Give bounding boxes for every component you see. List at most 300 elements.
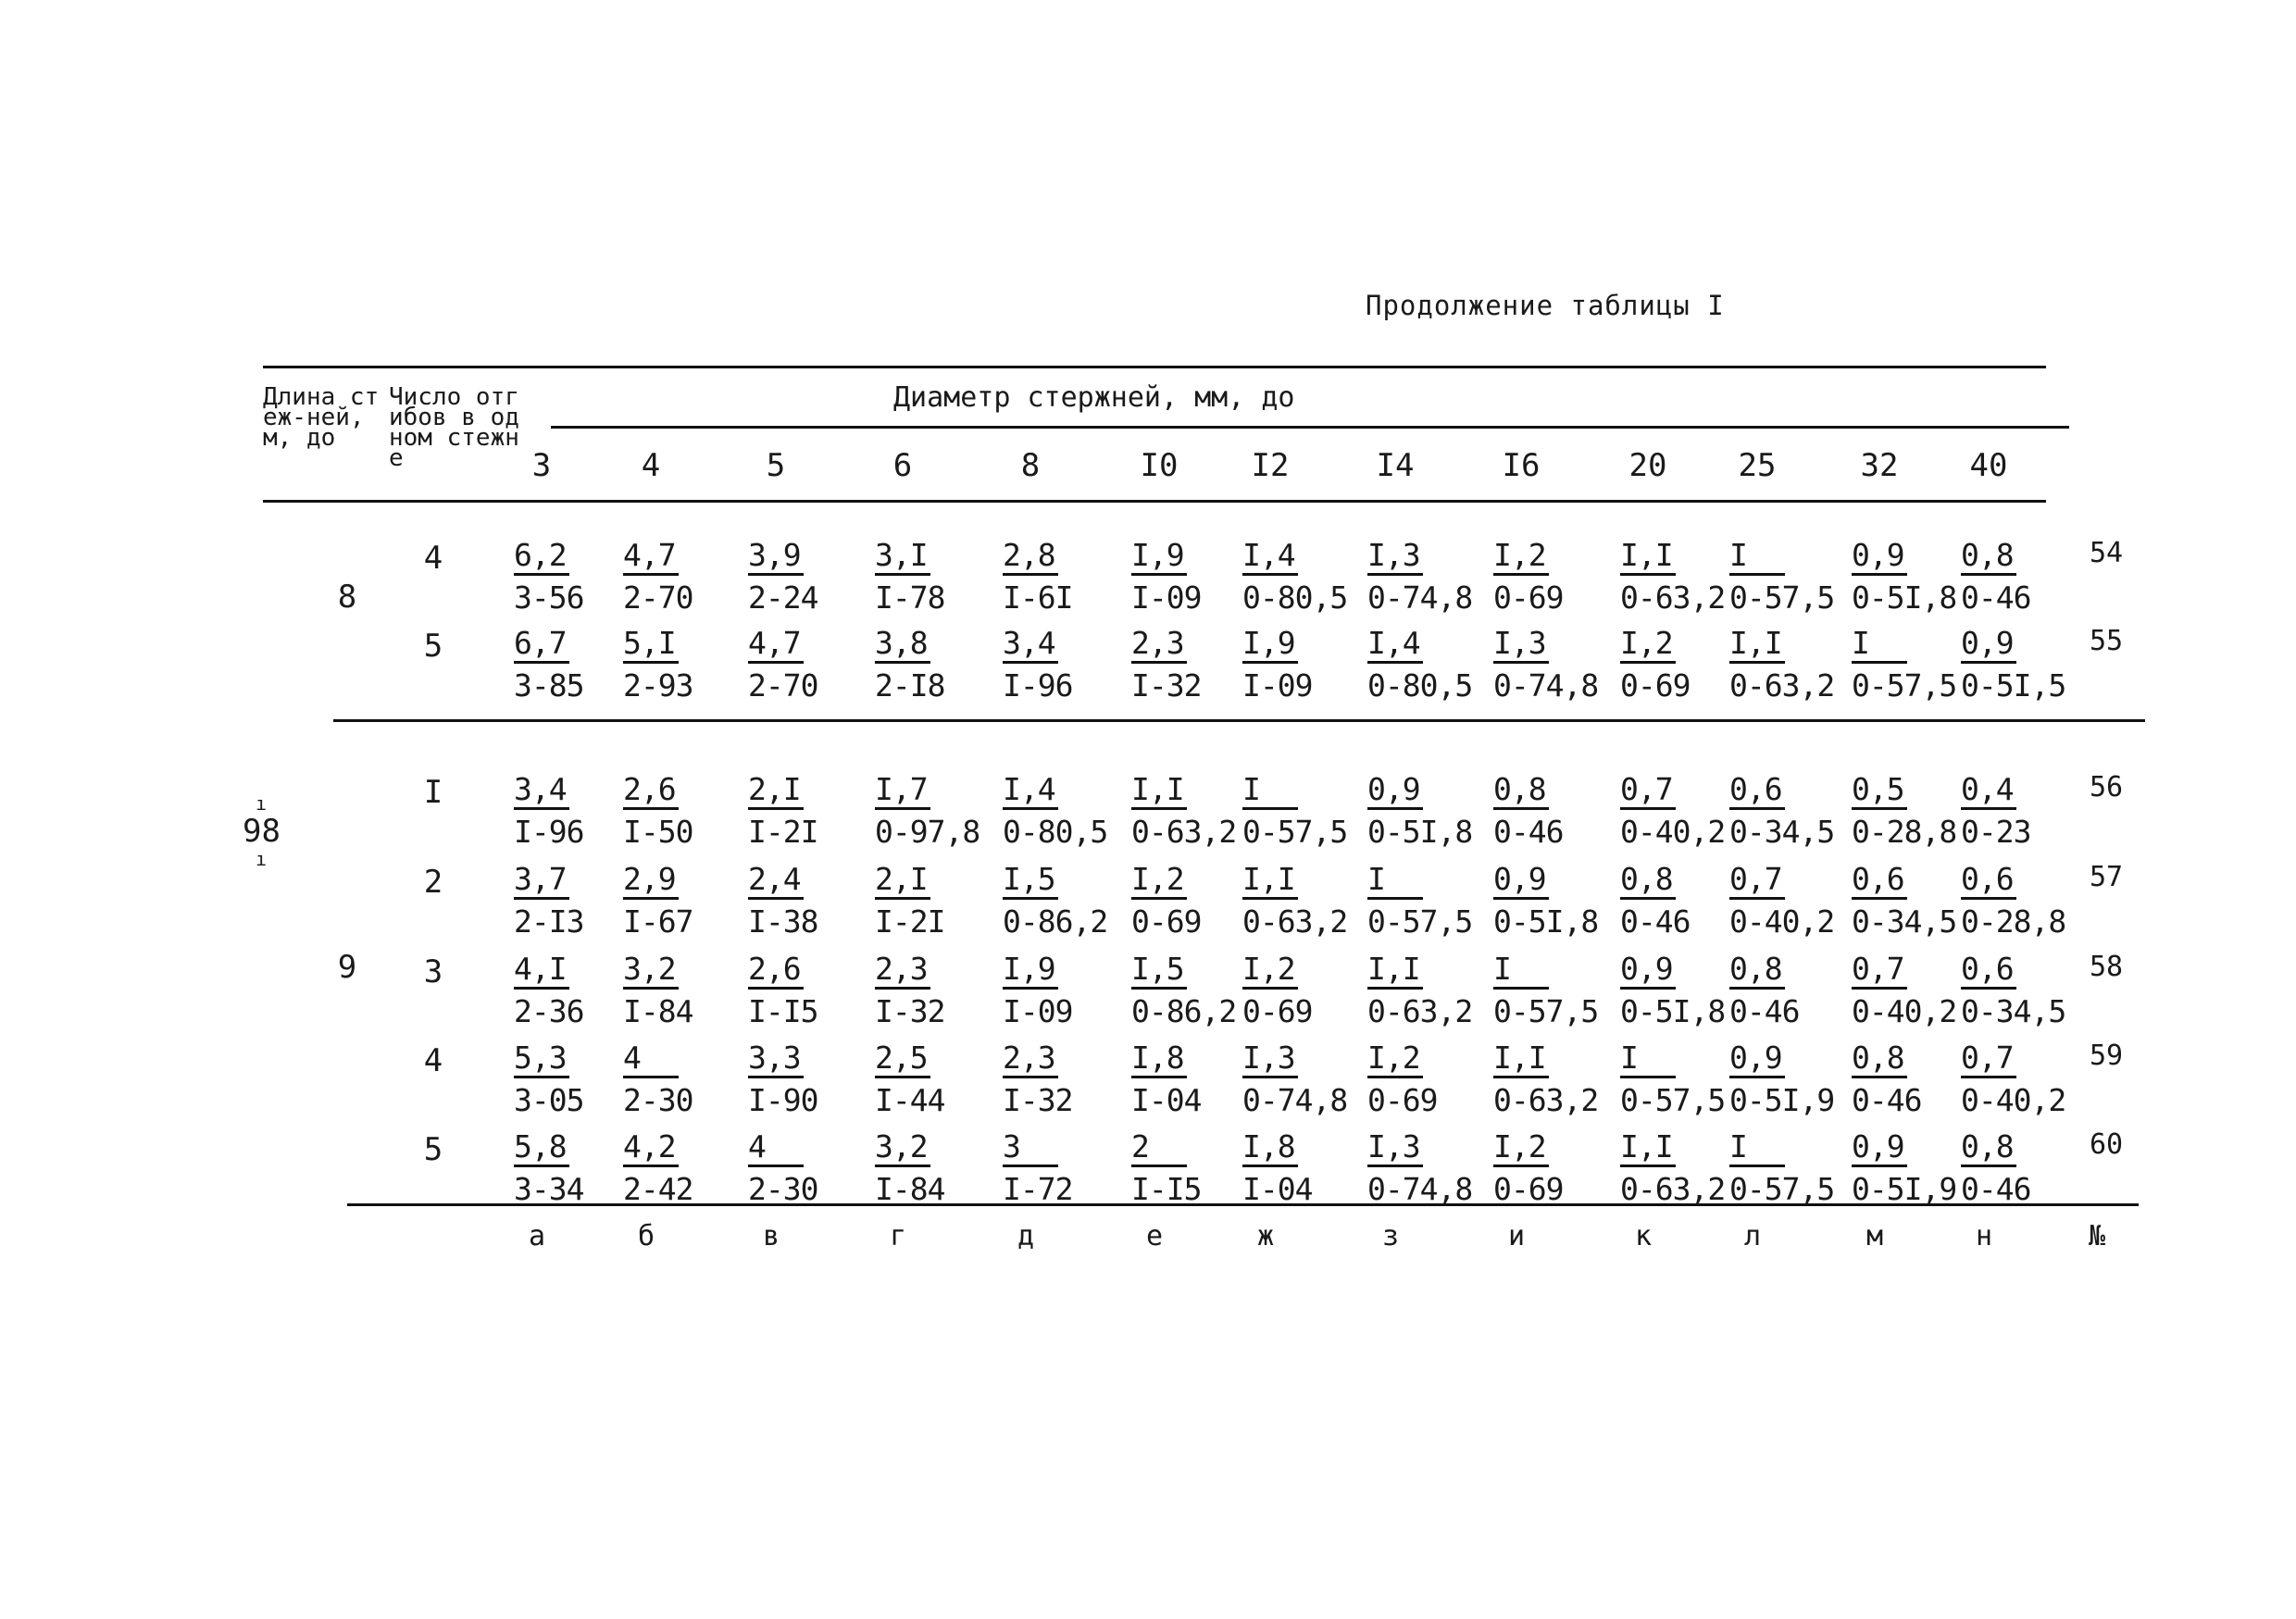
table-cell [1242,1037,1367,1122]
bends-value: 2 [423,864,443,901]
table-cell [1367,534,1492,619]
diameter-col-4: 8 [1020,447,1041,484]
table-cell [623,1126,748,1211]
cell-value-top: 0,5 [1852,772,1907,810]
cell-value-bottom: I-09 [1131,579,1202,616]
table-cell [623,534,748,619]
cell-value-top: 4,2 [623,1129,679,1167]
cell-value-top: I,4 [1242,538,1298,576]
cell-value-bottom: I-04 [1131,1082,1202,1118]
footer-number-symbol: № [2088,1220,2106,1252]
cell-value-top: 0,7 [1620,772,1676,810]
cell-value-top: I,2 [1493,538,1549,576]
cell-value-bottom: 2-42 [623,1171,693,1207]
table-cell [1852,948,1977,1033]
cell-value-top: 0,4 [1961,772,2016,810]
cell-value-top: 2,I [875,862,930,900]
cell-value-top: I,5 [1131,952,1187,990]
table-cell [1131,768,1256,853]
table-cell [748,622,873,707]
cell-value-top: 3,2 [623,952,679,990]
column-letter: н [1975,1220,1993,1252]
cell-value-top: I [1493,952,1549,990]
table-cell [1242,768,1367,853]
cell-value-top: I [1729,538,1785,576]
cell-value-bottom: 3-34 [514,1171,584,1207]
table-cell [748,1037,873,1122]
cell-value-top: 3,2 [875,1129,930,1167]
cell-value-bottom: I-38 [748,903,818,940]
cell-value-bottom: I-84 [875,1171,945,1207]
column-letter: и [1507,1220,1526,1252]
table-cell [1852,768,1977,853]
cell-value-top: I,I [1620,538,1676,576]
row-number: 57 [2089,861,2124,893]
cell-value-bottom: 0-5I,9 [1852,1171,1957,1207]
cell-value-top: 3,I [875,538,930,576]
cell-value-bottom: 0-74,8 [1242,1082,1348,1118]
cell-value-top: I,4 [1003,772,1058,810]
table-cell [1493,534,1618,619]
cell-value-top: 6,2 [514,538,569,576]
cell-value-bottom: I-32 [1131,667,1202,704]
cell-value-top: I,9 [1003,952,1058,990]
cell-value-bottom: 3-56 [514,579,584,616]
cell-value-bottom: 0-86,2 [1003,903,1108,940]
table-cell [1620,858,1745,943]
cell-value-bottom: I-I5 [748,993,818,1029]
table-cell [875,948,1000,1033]
table-cell [1493,858,1618,943]
page-number: ı 98 ı [243,792,281,870]
table-cell [1003,534,1128,619]
cell-value-top: 2,6 [748,952,804,990]
cell-value-top: I,I [1729,626,1785,664]
cell-value-top: 3,7 [514,862,569,900]
cell-value-top: 2,3 [875,952,930,990]
cell-value-top: 2 [1131,1129,1187,1167]
header-diameter-label: Диаметр стержней, мм, до [893,381,1295,414]
table-cell [1729,948,1854,1033]
table-cell [1620,948,1745,1033]
table-cell [1242,948,1367,1033]
column-letter: д [1017,1220,1035,1252]
cell-value-bottom: 0-69 [1367,1082,1438,1118]
cell-value-bottom: 0-5I,8 [1367,814,1473,850]
header-group-rule [551,426,2069,429]
table-cell [1961,768,2086,853]
table-cell [1131,1126,1256,1211]
table-cell [514,622,639,707]
table-cell [1961,1037,2086,1122]
table-cell [514,534,639,619]
row-number: 58 [2089,951,2124,983]
bends-value: 4 [423,540,443,577]
table-cell [1367,768,1492,853]
cell-value-bottom: I-I5 [1131,1171,1202,1207]
cell-value-top: 4 [623,1040,679,1078]
cell-value-bottom: 0-69 [1242,993,1313,1029]
cell-value-bottom: 0-80,5 [1003,814,1108,850]
cell-value-bottom: I-78 [875,579,945,616]
diameter-col-12: 40 [1969,447,2008,484]
table-cell [1620,534,1745,619]
cell-value-top: I,I [1242,862,1298,900]
table-cell [1131,622,1256,707]
cell-value-top: 5,3 [514,1040,569,1078]
cell-value-top: 0,8 [1961,1129,2016,1167]
column-letter: л [1743,1220,1762,1252]
table-cell [875,534,1000,619]
cell-value-bottom: 2-30 [748,1171,818,1207]
cell-value-top: I,I [1620,1129,1676,1167]
cell-value-top: I,I [1131,772,1187,810]
cell-value-bottom: I-67 [623,903,693,940]
cell-value-bottom: 2-24 [748,579,818,616]
table-cell [1729,768,1854,853]
table-cell [1367,948,1492,1033]
table-cell [1620,1126,1745,1211]
table-cell [1729,534,1854,619]
cell-value-bottom: I-96 [1003,667,1073,704]
cell-value-top: 0,7 [1852,952,1907,990]
cell-value-bottom: 0-5I,8 [1852,579,1957,616]
page-number-value: 98 [243,813,281,850]
cell-value-bottom: 3-05 [514,1082,584,1118]
cell-value-bottom: I-96 [514,814,584,850]
diameter-col-9: 20 [1628,447,1667,484]
cell-value-bottom: I-72 [1003,1171,1073,1207]
cell-value-top: 0,9 [1852,538,1907,576]
table-cell [1493,948,1618,1033]
row-number: 54 [2089,537,2124,569]
table-cell [1961,622,2086,707]
cell-value-top: I,2 [1620,626,1676,664]
row-number: 60 [2089,1128,2124,1161]
table-top-rule [263,366,2046,368]
cell-value-bottom: 0-69 [1131,903,1202,940]
length-value: 9 [337,949,357,986]
diameter-col-2: 5 [766,447,786,484]
table-cell [1493,768,1618,853]
cell-value-top: I,8 [1242,1129,1298,1167]
length-value: 8 [337,579,357,616]
cell-value-bottom: 0-63,2 [1620,1171,1726,1207]
table-cell [1003,858,1128,943]
cell-value-bottom: 0-46 [1620,903,1691,940]
cell-value-top: I [1729,1129,1785,1167]
cell-value-bottom: I-09 [1003,993,1073,1029]
cell-value-top: 0,9 [1620,952,1676,990]
diameter-col-3: 6 [892,447,913,484]
column-letter: в [762,1220,780,1252]
cell-value-top: 0,8 [1961,538,2016,576]
table-cell [623,622,748,707]
table-cell [875,622,1000,707]
diameter-col-7: I4 [1376,447,1415,484]
cell-value-bottom: I-44 [875,1082,945,1118]
cell-value-bottom: 0-5I,8 [1493,903,1599,940]
diameter-col-10: 25 [1738,447,1777,484]
cell-value-bottom: 0-40,2 [1620,814,1726,850]
cell-value-bottom: 0-63,2 [1493,1082,1599,1118]
row-number: 59 [2089,1040,2124,1072]
table-cell [1852,622,1977,707]
diameter-col-11: 32 [1860,447,1899,484]
table-cell [1131,948,1256,1033]
cell-value-bottom: I-32 [1003,1082,1073,1118]
cell-value-top: I,I [1493,1040,1549,1078]
cell-value-bottom: 0-74,8 [1367,579,1473,616]
cell-value-bottom: 3-85 [514,667,584,704]
cell-value-bottom: 0-63,2 [1729,667,1835,704]
table-cell [1003,622,1128,707]
bends-value: 3 [423,953,443,990]
cell-value-bottom: 0-34,5 [1852,903,1957,940]
cell-value-bottom: 0-34,5 [1729,814,1835,850]
cell-value-top: 5,8 [514,1129,569,1167]
column-letter: м [1866,1220,1884,1252]
table-cell [1367,1037,1492,1122]
cell-value-top: 4 [748,1129,804,1167]
cell-value-bottom: 0-57,5 [1367,903,1473,940]
group-separator-rule [333,719,2145,722]
bends-value: I [423,774,443,811]
bends-value: 5 [423,628,443,665]
cell-value-top: 0,6 [1961,952,2016,990]
cell-value-top: 3,4 [514,772,569,810]
cell-value-top: 3,9 [748,538,804,576]
cell-value-bottom: I-32 [875,993,945,1029]
column-letter: к [1634,1220,1653,1252]
table-cell [623,1037,748,1122]
cell-value-bottom: I-90 [748,1082,818,1118]
cell-value-top: I,2 [1367,1040,1423,1078]
cell-value-top: I,2 [1242,952,1298,990]
cell-value-top: 2,8 [1003,538,1058,576]
cell-value-top: I,3 [1367,1129,1423,1167]
table-cell [1961,858,2086,943]
table-cell [1729,1126,1854,1211]
table-cell [1852,1037,1977,1122]
bends-value: 4 [423,1042,443,1079]
cell-value-bottom: 0-80,5 [1367,667,1473,704]
table-cell [1493,622,1618,707]
table-cell [514,1037,639,1122]
header-length-label: Длина стеж-ней,м, до [263,383,380,452]
table-cell [1493,1126,1618,1211]
cell-value-bottom: 0-28,8 [1961,903,2066,940]
cell-value-bottom: 0-23 [1961,814,2031,850]
table-cell [1729,1037,1854,1122]
table-cell [1961,948,2086,1033]
cell-value-top: 0,7 [1729,862,1785,900]
cell-value-top: 0,8 [1729,952,1785,990]
table-cell [1242,1126,1367,1211]
diameter-col-5: I0 [1140,447,1179,484]
cell-value-top: I,5 [1003,862,1058,900]
table-cell [1242,534,1367,619]
cell-value-bottom: 0-46 [1493,814,1564,850]
table-cell [1131,858,1256,943]
cell-value-bottom: 0-5I,8 [1620,993,1726,1029]
cell-value-top: I,4 [1367,626,1423,664]
table-cell [1242,858,1367,943]
cell-value-top: 0,9 [1493,862,1549,900]
diameter-col-6: I2 [1251,447,1290,484]
cell-value-top: I,I [1367,952,1423,990]
cell-value-top: I [1620,1040,1676,1078]
cell-value-bottom: 0-57,5 [1852,667,1957,704]
cell-value-top: 0,7 [1961,1040,2016,1078]
cell-value-bottom: 0-57,5 [1242,814,1348,850]
cell-value-bottom: 2-30 [623,1082,693,1118]
continuation-title: Продолжение таблицы I [1366,290,1725,321]
cell-value-top: 2,5 [875,1040,930,1078]
cell-value-bottom: 0-57,5 [1493,993,1599,1029]
diameter-col-0: 3 [531,447,552,484]
table-cell [623,948,748,1033]
cell-value-bottom: I-2I [875,903,945,940]
table-cell [623,858,748,943]
cell-value-bottom: I-6I [1003,579,1073,616]
cell-value-top: 5,I [623,626,679,664]
cell-value-top: 3,3 [748,1040,804,1078]
cell-value-top: 0,6 [1852,862,1907,900]
cell-value-bottom: I-2I [748,814,818,850]
cell-value-bottom: 0-63,2 [1131,814,1237,850]
table-cell [1367,622,1492,707]
cell-value-top: I,9 [1131,538,1187,576]
cell-value-bottom: 0-57,5 [1729,1171,1835,1207]
cell-value-bottom: 0-74,8 [1367,1171,1473,1207]
table-cell [1852,858,1977,943]
column-letter: е [1145,1220,1164,1252]
cell-value-top: 0,8 [1493,772,1549,810]
cell-value-top: 0,6 [1961,862,2016,900]
cell-value-bottom: 0-40,2 [1729,903,1835,940]
cell-value-top: 0,9 [1961,626,2016,664]
cell-value-top: 0,9 [1367,772,1423,810]
column-letter: ж [1256,1220,1275,1252]
cell-value-bottom: 0-69 [1493,1171,1564,1207]
table-cell [1131,1037,1256,1122]
table-cell [514,948,639,1033]
table-cell [1131,534,1256,619]
table-cell [1003,1126,1128,1211]
table-cell [514,858,639,943]
cell-value-bottom: 0-57,5 [1620,1082,1726,1118]
table-cell [623,768,748,853]
cell-value-bottom: I-09 [1242,667,1313,704]
cell-value-bottom: 2-70 [623,579,693,616]
table-cell [748,768,873,853]
cell-value-bottom: 0-97,8 [875,814,980,850]
cell-value-top: I [1242,772,1298,810]
cell-value-top: 0,8 [1852,1040,1907,1078]
cell-value-bottom: 0-46 [1729,993,1800,1029]
cell-value-bottom: 0-40,2 [1961,1082,2066,1118]
cell-value-bottom: 0-5I,5 [1961,667,2066,704]
table-cell [1367,1126,1492,1211]
table-cell [514,768,639,853]
header-bottom-rule [263,500,2046,503]
cell-value-bottom: 2-36 [514,993,584,1029]
cell-value-top: 6,7 [514,626,569,664]
cell-value-top: 3,8 [875,626,930,664]
cell-value-top: 0,9 [1852,1129,1907,1167]
table-cell [748,948,873,1033]
cell-value-top: 0,8 [1620,862,1676,900]
table-cell [1493,1037,1618,1122]
cell-value-top: 2,3 [1131,626,1187,664]
cell-value-top: I,2 [1493,1129,1549,1167]
cell-value-top: 2,I [748,772,804,810]
row-number: 55 [2089,625,2124,657]
column-letter: г [889,1220,907,1252]
cell-value-bottom: 0-69 [1620,667,1691,704]
table-cell [875,1037,1000,1122]
bends-value: 5 [423,1131,443,1168]
cell-value-top: I,9 [1242,626,1298,664]
cell-value-bottom: 2-I3 [514,903,584,940]
cell-value-top: I [1852,626,1907,664]
column-letter: б [637,1220,655,1252]
cell-value-bottom: 0-28,8 [1852,814,1957,850]
cell-value-bottom: I-50 [623,814,693,850]
table-bottom-rule [347,1203,2139,1206]
cell-value-bottom: 0-69 [1493,579,1564,616]
cell-value-top: 0,9 [1729,1040,1785,1078]
cell-value-top: 3,4 [1003,626,1058,664]
cell-value-bottom: 0-5I,9 [1729,1082,1835,1118]
cell-value-bottom: 0-57,5 [1729,579,1835,616]
cell-value-top: 2,9 [623,862,679,900]
table-cell [1852,534,1977,619]
cell-value-bottom: 0-46 [1961,579,2031,616]
table-cell [1003,768,1128,853]
cell-value-bottom: 0-46 [1961,1171,2031,1207]
cell-value-bottom: 0-63,2 [1367,993,1473,1029]
cell-value-top: I,7 [875,772,930,810]
table-cell [875,768,1000,853]
cell-value-bottom: I-84 [623,993,693,1029]
table-cell [875,858,1000,943]
table-cell [1242,622,1367,707]
cell-value-bottom: 0-63,2 [1242,903,1348,940]
table-cell [1003,948,1128,1033]
table-cell [1620,622,1745,707]
header-bends-label: Число отгибов в одном стежне [389,383,519,472]
table-cell [1620,768,1745,853]
cell-value-bottom: 0-80,5 [1242,579,1348,616]
cell-value-top: I,8 [1131,1040,1187,1078]
table-cell [748,858,873,943]
row-number: 56 [2089,771,2124,803]
cell-value-top: 0,6 [1729,772,1785,810]
table-cell [1961,1126,2086,1211]
table-cell [514,1126,639,1211]
diameter-col-8: I6 [1502,447,1541,484]
table-cell [1729,622,1854,707]
table-cell [748,1126,873,1211]
cell-value-bottom: 2-70 [748,667,818,704]
cell-value-bottom: 0-74,8 [1493,667,1599,704]
cell-value-top: I,3 [1367,538,1423,576]
column-letter: а [528,1220,546,1252]
cell-value-top: I [1367,862,1423,900]
table-cell [1367,858,1492,943]
